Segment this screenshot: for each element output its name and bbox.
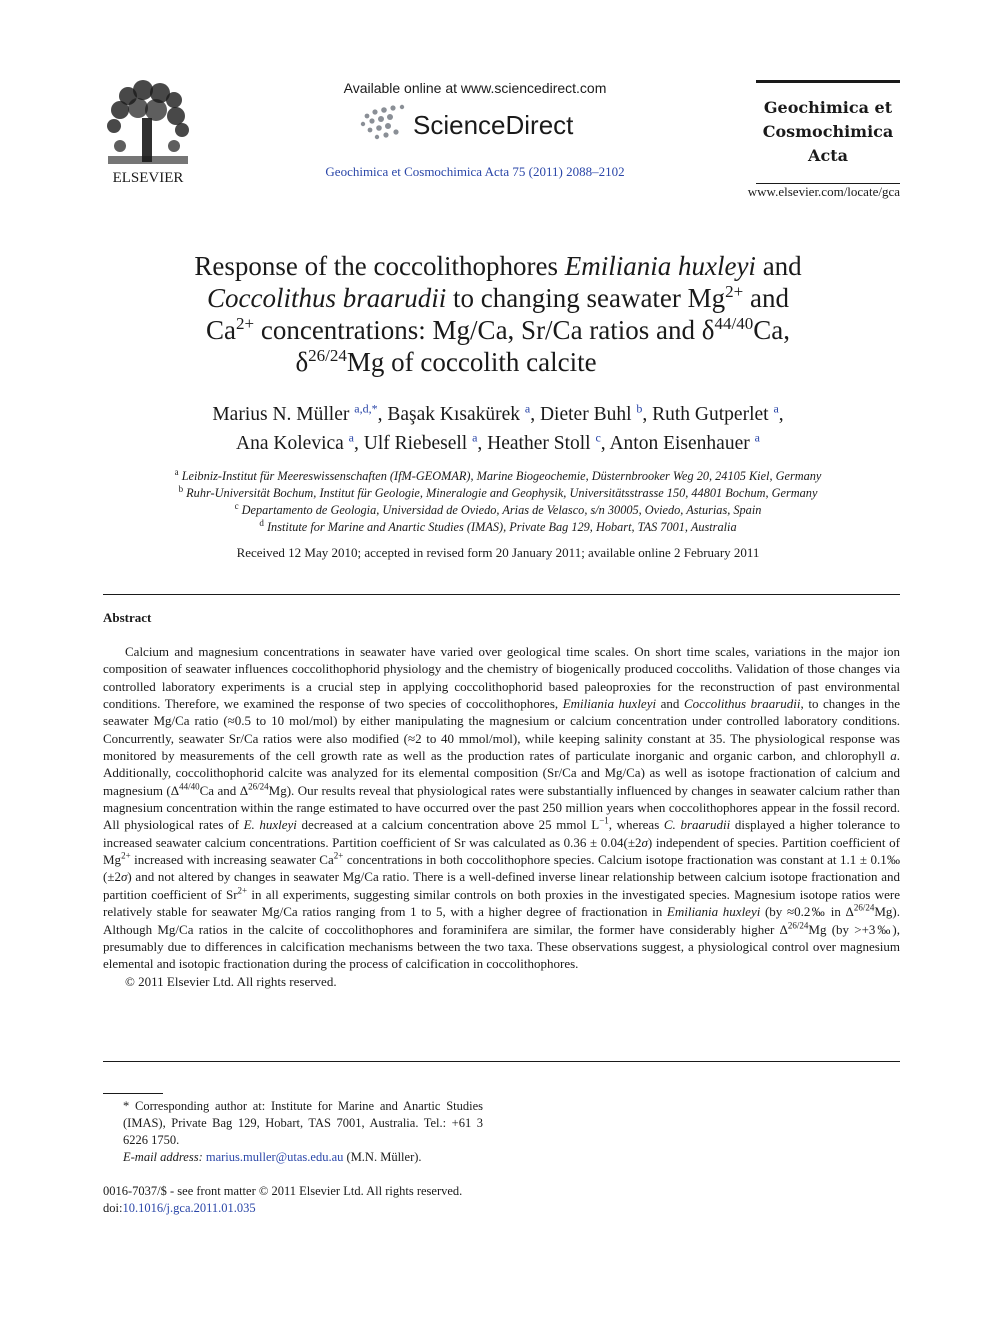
abstract-body xyxy=(103,643,900,990)
journal-title-line: Acta xyxy=(808,146,848,165)
sciencedirect-logo[interactable] xyxy=(355,102,605,146)
journal-title-line: Cosmochimica xyxy=(762,122,894,141)
platform-name: ScienceDirect xyxy=(413,110,574,140)
author-affiliation-link[interactable]: a xyxy=(754,430,760,445)
journal-citation[interactable]: Geochimica et Cosmochimica Acta 75 (2011) 2088–2102 xyxy=(325,164,625,179)
affiliation-list xyxy=(100,468,896,536)
doi-link[interactable]: 10.1016/j.gca.2011.01.035 xyxy=(122,1201,256,1215)
author-affiliation-link[interactable]: a xyxy=(524,401,531,416)
author-name: Ruth Gutperlet xyxy=(652,404,769,425)
affiliation: $^c$ Departamento de Geologia, Universidad de Oviedo, Arias de Velasco, s/n 30005, Oviedo, Asturias, Spain xyxy=(234,500,762,517)
author-affiliation-link[interactable]: c xyxy=(595,430,601,445)
author-affiliation-link[interactable]: a xyxy=(773,401,779,416)
author-name: Ulf Riebesell xyxy=(363,433,468,454)
author-affiliation-link[interactable]: a xyxy=(348,430,354,445)
species-name: Coccolithus braarudii xyxy=(206,283,447,313)
journal-title-line: Geochimica et xyxy=(763,98,893,117)
received-dates: Received 12 May 2010; accepted in revised form 20 January 2011; available online 2 February 2011 xyxy=(236,545,760,560)
abstract-paragraph: Calcium and magnesium concentrations in seawater have varied over geological time scales. On short time scales, variations in the major ion composition of seawater influences coccolithophorid physiology and the chemistry of biogenically produced coccoliths. Validation of those changes via controlled laboratory experiments is a crucial step in applying coccolithophorid based paleoproxies for the reconstruction of past environmental conditions. Therefore, we examined the response of two species of coccolithophores, Emiliania huxleyi and Coccolithus braarudii, to changes in the seawater Mg/Ca ratio (≈0.5 to 10 mol/mol) by either manipulating the magnesium or calcium concentration under controlled laboratory conditions. Concurrently, seawater Sr/Ca ratios were also modified (≈2 to 40 mmol/mol), while keeping salinity constant at 35. The physiological response was monitored by measurements of the cell growth rate as well as the production rates of particulate inorganic and organic carbon, and chlorophyll a. Additionally, coccolithophorid calcite was analyzed for its elemental composition (Sr/Ca and Mg/Ca) as well as isotope fractionation of calcium and magnesium ($\Delta^{44/40}Ca$ and $\Delta^{26/24}Mg$). Our results reveal that physiological rates were substantially influenced by changes in seawater calcium rather than magnesium concentration within the range estimated to have occurred over the past 250 million years when coccolithophores appear in the fossil record. All physiological rates of E. huxleyi decreased at a calcium concentration above 25 mmol $L^{-1}$, whereas C. braarudii displayed a higher tolerance to increased seawater calcium concentrations. Partition coefficient of Sr was calculated as 0.36 ± 0.04(±2σ) independent of species. Partition coefficient of $Mg^{2+}$ increased with increasing seawater $Ca^{2+}$ concentrations in both coccolithophore species. Calcium isotope fractionation was constant at 1.1 ± 0.1‰ (±2σ) and not altered by changes in seawater Mg/Ca ratio. There is a well-defined inverse linear relationship between calcium isotope fractionation and partition coefficient of $Sr^{2+}$ in all experiments, suggesting similar controls on both proxies in the investigated species. Magnesium isotope ratios were relatively stable for seawater Mg/Ca ratios ranging from 1 to 5, with a higher degree of fractionation in Emiliania huxleyi (by ≈0.2‰ in $\Delta^{26/24}Mg$). Although Mg/Ca ratios in the calcite of coccolithophores and foraminifera are similar, the former have considerably higher $\Delta^{26/24}Mg$ (by >+3‰), presumably due to differences in calcification mechanisms between the two taxa. These observations suggest, a physiological control over magnesium elemental and isotopic fractionation during the process of calcification in coccolithophores. xyxy=(103,644,901,972)
author-list: Marius N. Müller $^{a,d,*}$, Başak Kısakürek $^a$, Dieter Buhl $^b$, Ruth Gutperlet $^a$, Ana Kolevica $^a$, Ulf Riebesell $^a$, Heather Stoll $^c$, Anton Eisenhauer $^a$ xyxy=(212,401,784,454)
copyright: © 2011 Elsevier Ltd. All rights reserved. xyxy=(125,973,337,989)
corresponding-author-note: * Corresponding author at: Institute for Marine and Anartic Studies (IMAS), Private Bag 129, Hobart, TAS 7001, Australia. Tel.: +61 3 6226 1750. E-mail address: marius.muller@utas.edu.au (M.N. Müller). xyxy=(123,1099,483,1164)
footer xyxy=(103,1183,603,1217)
article-title: Response of the coccolithophores Emiliania huxleyi and Coccolithus braarudii to changing seawater $Mg^{2+}$ and $Ca^{2+}$ concentrations: Mg/Ca, Sr/Ca ratios and $\delta^{44/40}Ca$, $\delta^{26/24}Mg$ of coccolith calcite xyxy=(194,251,802,377)
elsevier-tree-icon xyxy=(98,78,198,188)
species-name: Emiliania huxleyi xyxy=(564,251,756,281)
doi-line: doi:10.1016/j.gca.2011.01.035 xyxy=(103,1201,256,1215)
journal-url[interactable]: www.elsevier.com/locate/gca xyxy=(747,184,900,199)
author-affiliation-link[interactable]: a,d,* xyxy=(354,401,378,416)
footnote-star: * xyxy=(123,1099,130,1113)
author-affiliation-link[interactable]: a xyxy=(472,430,478,445)
abstract-heading: Abstract xyxy=(103,610,152,625)
footnote-divider xyxy=(103,1093,163,1094)
publisher-name: ELSEVIER xyxy=(112,170,184,186)
author-name: Heather Stoll xyxy=(487,433,591,454)
author-name: Ana Kolevica xyxy=(236,433,344,454)
available-online: Available online at www.sciencedirect.com xyxy=(343,80,607,96)
author-name: Başak Kısakürek xyxy=(387,404,521,425)
affiliation: $^b$ Ruhr-Universität Bochum, Institut für Geologie, Mineralogie and Geophysik, Universitätsstrasse 150, 44801 Bochum, Germany xyxy=(178,483,818,500)
email-link[interactable]: marius.muller@utas.edu.au xyxy=(205,1150,344,1164)
sciencedirect-dots-icon xyxy=(361,105,404,139)
author-name: Dieter Buhl xyxy=(539,404,632,425)
elsevier-logo xyxy=(98,78,198,188)
divider xyxy=(103,1061,900,1062)
divider xyxy=(103,594,900,595)
email-label: E-mail address: xyxy=(123,1150,203,1164)
author-affiliation-link[interactable]: b xyxy=(636,401,643,416)
affiliation: $^a$ Leibniz-Institut für Meereswissenschaften (IfM-GEOMAR), Marine Biogeochemie, Düsternbrooker Weg 20, 24105 Kiel, Germany xyxy=(174,466,822,483)
author-name: Anton Eisenhauer xyxy=(609,433,750,454)
journal-title xyxy=(756,96,900,168)
affiliation: $^d$ Institute for Marine and Anartic Studies (IMAS), Private Bag 129, Hobart, TAS 7001, Australia xyxy=(259,517,737,534)
author-name: Marius N. Müller xyxy=(212,404,350,425)
issn-line: 0016-7037/$ - see front matter © 2011 Elsevier Ltd. All rights reserved. xyxy=(103,1184,463,1198)
